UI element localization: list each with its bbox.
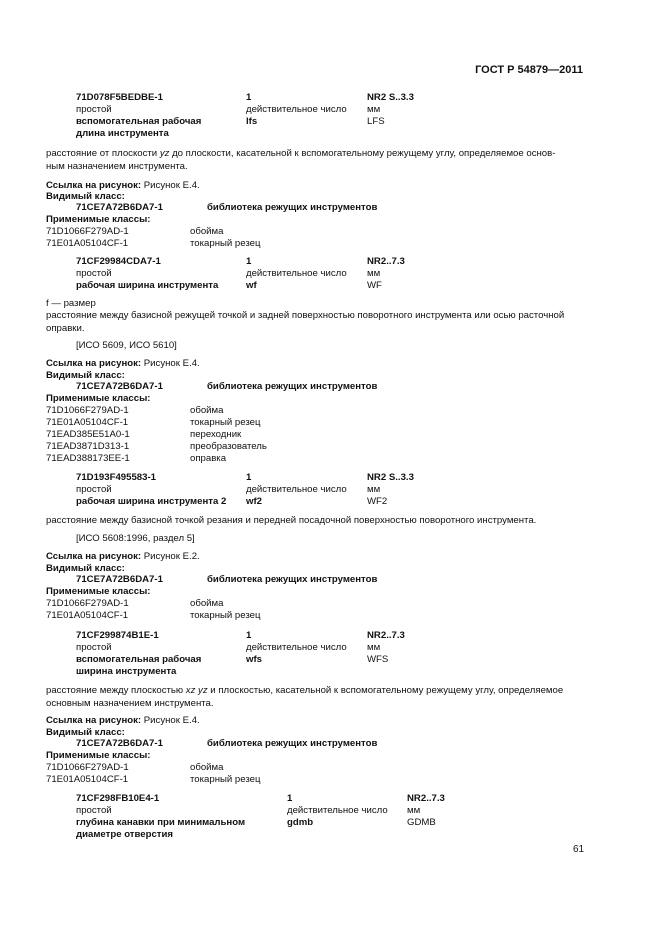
entry-symbol-upper: LFS <box>367 116 385 127</box>
entry-type: простой <box>76 642 112 653</box>
visible-class-name: библиотека режущих инструментов <box>207 381 378 392</box>
entry-unit: мм <box>367 484 381 495</box>
class-name: токарный резец <box>190 610 261 621</box>
class-code: 71EAD385E51A0-1 <box>46 429 130 440</box>
entry-symbol: wf2 <box>246 496 262 507</box>
class-name: обойма <box>190 598 224 609</box>
figure-ref: Рисунок E.4. <box>143 180 200 191</box>
figure-ref: Рисунок E.4. <box>143 715 200 726</box>
entry-value: 1 <box>287 793 293 804</box>
entry-ref: NR2..7.3 <box>407 793 445 804</box>
visible-class-name: библиотека режущих инструментов <box>207 574 378 585</box>
class-code: 71D1066F279AD-1 <box>46 226 129 237</box>
entry-symbol-upper: WF <box>367 280 382 291</box>
figure-ref: Рисунок E.2. <box>143 551 200 562</box>
entry-unit: мм <box>407 805 421 816</box>
visible-class-code: 71CE7A72B6DA7-1 <box>76 574 163 585</box>
entry-unit: мм <box>367 104 381 115</box>
entry-type: простой <box>76 104 112 115</box>
applicable-classes-label: Применимые классы: <box>46 214 151 225</box>
entry-ref: NR2 S..3.3 <box>367 472 414 483</box>
entry-ref: NR2..7.3 <box>367 630 405 641</box>
entry-definition: расстояние между плоскостью xz yz и плоскостью, касательной к вспомогательному режущему углу, определяемое основным назначением инструмента. <box>46 685 564 709</box>
class-name: токарный резец <box>190 238 261 249</box>
entry-type: простой <box>76 805 112 816</box>
class-name: токарный резец <box>190 774 261 785</box>
figure-label: Ссылка на рисунок: <box>46 715 142 726</box>
class-code: 71D1066F279AD-1 <box>46 762 129 773</box>
class-code: 71EAD388173EE-1 <box>46 453 130 464</box>
standard-header: ГОСТ Р 54879—2011 <box>475 64 583 76</box>
entry-code: 71CF29984CDA7-1 <box>76 256 161 267</box>
entry-type: простой <box>76 268 112 279</box>
class-code: 71E01A05104CF-1 <box>46 238 129 249</box>
class-name: обойма <box>190 405 224 416</box>
entry-value: 1 <box>246 256 252 267</box>
visible-class-label: Видимый класс: <box>46 563 125 574</box>
entry-definition: расстояние между базисной режущей точкой и задней поверхностью поворотного инструмента или осью расточной оправки. <box>46 310 565 334</box>
entry-type-desc: действительное число <box>246 104 347 115</box>
entry-name: рабочая ширина инструмента <box>76 280 219 291</box>
visible-class-name: библиотека режущих инструментов <box>207 738 378 749</box>
figure-label: Ссылка на рисунок: <box>46 180 142 191</box>
entry-code: 71CF299874B1E-1 <box>76 630 159 641</box>
class-code: 71E01A05104CF-1 <box>46 610 129 621</box>
class-code: 71E01A05104CF-1 <box>46 417 129 428</box>
entry-symbol-upper: GDMB <box>407 817 436 828</box>
entry-definition: расстояние между базисной точкой резания и передней посадочной поверхностью поворотного инструмента. <box>46 515 537 526</box>
visible-class-code: 71CE7A72B6DA7-1 <box>76 738 163 749</box>
entry-value: 1 <box>246 92 252 103</box>
entry-unit: мм <box>367 268 381 279</box>
class-code: 71EAD3871D313-1 <box>46 441 130 452</box>
entry-code: 71D078F5BEDBE-1 <box>76 92 163 103</box>
visible-class-label: Видимый класс: <box>46 727 125 738</box>
entry-name: рабочая ширина инструмента 2 <box>76 496 227 507</box>
visible-class-code: 71CE7A72B6DA7-1 <box>76 381 163 392</box>
figure-label: Ссылка на рисунок: <box>46 358 142 369</box>
applicable-classes-label: Применимые классы: <box>46 586 151 597</box>
applicable-classes-label: Применимые классы: <box>46 393 151 404</box>
entry-name: глубина канавки при минимальном <box>76 817 246 828</box>
entry-code: 71CF298FB10E4-1 <box>76 793 160 804</box>
entry-symbol: gdmb <box>287 817 314 828</box>
entry-name-cont: диаметре отверстия <box>76 829 174 840</box>
entry-name: вспомогательная рабочая <box>76 654 202 665</box>
class-code: 71D1066F279AD-1 <box>46 405 129 416</box>
visible-class-name: библиотека режущих инструментов <box>207 202 378 213</box>
visible-class-label: Видимый класс: <box>46 191 125 202</box>
entry-value: 1 <box>246 472 252 483</box>
entry-type: простой <box>76 484 112 495</box>
entry-symbol-upper: WFS <box>367 654 389 665</box>
entry-symbol: wfs <box>246 654 262 665</box>
page-number: 61 <box>573 844 585 855</box>
entry-source: [ИСО 5608:1996, раздел 5] <box>76 533 195 544</box>
entry-name-cont: длина инструмента <box>76 128 169 139</box>
entry-source: [ИСО 5609, ИСО 5610] <box>76 340 177 351</box>
entry-code: 71D193F495583-1 <box>76 472 157 483</box>
entry-name: вспомогательная рабочая <box>76 116 202 127</box>
figure-label: Ссылка на рисунок: <box>46 551 142 562</box>
class-name: обойма <box>190 226 224 237</box>
entry-symbol: lfs <box>246 116 258 127</box>
entry-type-desc: действительное число <box>246 268 347 279</box>
class-name: преобразователь <box>190 441 267 452</box>
entry-name-cont: ширина инструмента <box>76 666 177 677</box>
entry-definition: расстояние от плоскости yz до плоскости, касательной к вспомогательному режущему углу, определяемое основ- ным назначением инструмента. <box>46 148 556 172</box>
entry-ref: NR2..7.3 <box>367 256 405 267</box>
entry-type-desc: действительное число <box>246 484 347 495</box>
visible-class-code: 71CE7A72B6DA7-1 <box>76 202 163 213</box>
class-code: 71D1066F279AD-1 <box>46 598 129 609</box>
entry-type-desc: действительное число <box>287 805 388 816</box>
class-code: 71E01A05104CF-1 <box>46 774 129 785</box>
entry-note: f — размер <box>46 298 96 309</box>
entry-unit: мм <box>367 642 381 653</box>
entry-value: 1 <box>246 630 252 641</box>
figure-ref: Рисунок E.4. <box>143 358 200 369</box>
visible-class-label: Видимый класс: <box>46 370 125 381</box>
applicable-classes-label: Применимые классы: <box>46 750 151 761</box>
class-name: обойма <box>190 762 224 773</box>
entry-type-desc: действительное число <box>246 642 347 653</box>
entry-ref: NR2 S..3.3 <box>367 92 414 103</box>
class-name: оправка <box>190 453 227 464</box>
class-name: переходник <box>190 429 242 440</box>
class-name: токарный резец <box>190 417 261 428</box>
entry-symbol-upper: WF2 <box>367 496 388 507</box>
entry-symbol: wf <box>246 280 257 291</box>
